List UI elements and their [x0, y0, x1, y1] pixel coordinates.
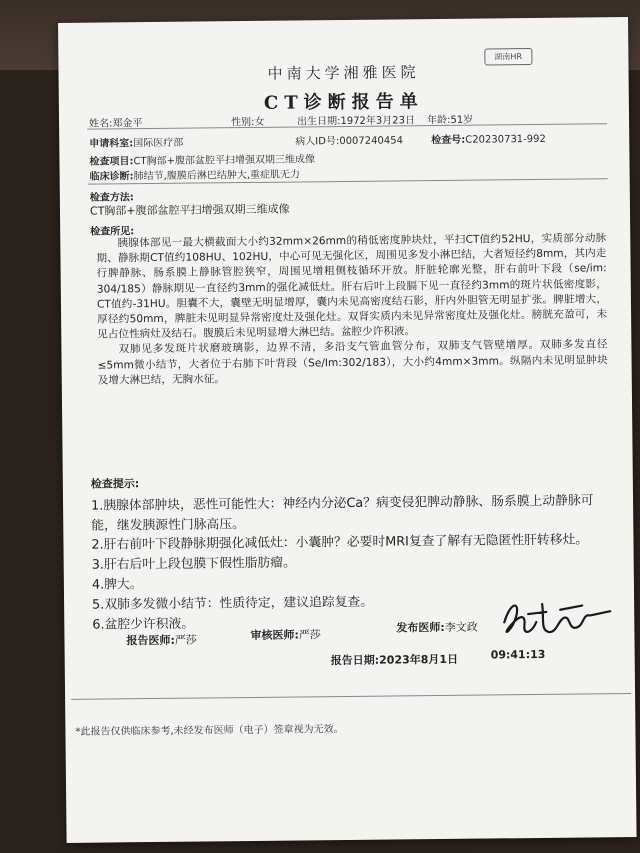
impression-label: 检查提示:: [90, 477, 140, 491]
request-dept-label: 申请科室:: [89, 138, 134, 150]
exam-number: [431, 130, 546, 146]
report-title: CT诊断报告单: [263, 91, 424, 114]
findings-paragraph: 胰腺体部见一最大横截面大小约32mm×26mm的稍低密度肿块灶，平扫CT值约52HU，实质部分动脉期、静脉期CT值约108HU、102HU，中心可见无强化区，周围见多发小淋巴结，大者短径约8mm，其内走行脾静脉、肠系膜上静脉管腔狭窄，周围见增粗侧枝循环开放。肝脏轮廓光整，肝右前叶下段（se/im: 304/185）静脉期见一直径约3mm的强化减低灶。肝右后叶上段膈下见一直径约3mm的斑片状低密度影，CT值约-31HU。胆囊不大，囊壁无明显增厚，囊内未见高密度结石影，肝内外胆管无明显扩张。脾脏增大，厚径约50mm，脾脏未见明显异常密度灶及强化灶。双肾实质内未见异常密度灶及强化灶。膀胱充盈可，未见占位性病灶及结石。腹膜后未见明显增大淋巴结。盆腔少许积液。: [96, 232, 608, 341]
reviewing-physician: [250, 626, 321, 643]
exam-item-label: 检查项目:: [89, 156, 134, 168]
patient-gender-label: 性别:: [231, 116, 255, 129]
patient-gender-value: 女: [254, 116, 265, 128]
patient-age-label: 年龄:: [427, 114, 451, 127]
reviewing-physician-name: 严莎: [298, 628, 321, 642]
reporting-physician-name: 严莎: [174, 633, 197, 647]
patient-id: [295, 131, 403, 147]
impression-item: 5.双肺多发微小结节：性质待定，建议追踪复查。: [92, 594, 374, 613]
clinical-diagnosis: [90, 165, 301, 182]
impression-item: 3.肝右后叶上段包膜下假性脂肪瘤。: [91, 555, 296, 573]
exam-number-value: C20230731-992: [465, 133, 546, 146]
report-date: [331, 651, 459, 668]
patient-id-value: 0007240454: [339, 135, 403, 148]
method-label: 检查方法:: [89, 192, 134, 204]
patient-dob-label: 出生日期:: [297, 116, 341, 128]
publishing-physician: [396, 619, 478, 636]
reporting-physician-label: 报告医师:: [126, 633, 175, 648]
findings-body: [96, 231, 608, 388]
handwritten-signature: [498, 591, 619, 644]
reporting-physician: [126, 632, 197, 649]
exam-item-value: CT胸部+腹部盆腔平扫增强双期三维成像: [133, 154, 316, 168]
hospital-name: 中南大学湘雅医院: [267, 63, 420, 83]
patient-id-label: 病人ID号:: [295, 136, 340, 148]
impression-item: 1.胰腺体部肿块，恶性可能性大：神经内分泌Ca？病变侵犯脾动静脉、肠系膜上动静脉可能，继发胰源性门脉高压。: [90, 493, 594, 534]
report-date-label: 报告日期:: [330, 653, 380, 668]
findings-paragraph: 双肺见多发斑片状磨玻璃影，边界不清，多沿支气管血管分布，双肺支气管壁增厚。双肺多发直径≤5mm微小结节，大者位于右肺下叶背段（Se/Im:302/183），大小约4mm×3mm。纵隔内未见明显肿块及增大淋巴结，无胸水征。: [97, 338, 608, 387]
request-dept-value: 国际医疗部: [133, 137, 184, 150]
hospital-stamp: 湖南HR: [484, 48, 532, 65]
impression-item: 6.盆腔少许积液。: [92, 616, 195, 633]
report-time: 09:41:13: [490, 647, 546, 662]
clinical-diagnosis-value: 肺结节,腹膜后淋巴结肿大,重症肌无力: [133, 169, 301, 183]
divider-line: [71, 693, 631, 700]
publishing-physician-label: 发布医师:: [396, 620, 445, 635]
report-date-value: 2023年8月1日: [379, 652, 459, 667]
patient-name-value: 郑金平: [112, 118, 143, 130]
reviewing-physician-label: 审核医师:: [250, 628, 299, 643]
report-sheet: [58, 17, 637, 843]
patient-name-label: 姓名:: [89, 118, 113, 130]
impression-item: 4.脾大。: [91, 577, 143, 593]
publishing-physician-name: 李文政: [444, 620, 478, 634]
request-dept: [89, 134, 183, 150]
patient-age-value: 51岁: [450, 114, 474, 126]
disclaimer-footnote: *此报告仅供临床参考,未经发布医师（电子）签章视为无效。: [75, 724, 344, 738]
patient-dob-value: 1972年3月23日: [340, 115, 416, 128]
method-text: CT胸部+腹部盆腔平扫增强双期三维成像: [89, 202, 290, 218]
impression-item: 2.肝右前叶下段静脉期强化减低灶：小囊肿？必要时MRI复查了解有无隐匿性肝转移灶。: [91, 532, 589, 554]
findings-label: 检查所见:: [90, 226, 135, 238]
exam-number-label: 检查号:: [431, 134, 466, 147]
clinical-diagnosis-label: 临床诊断:: [89, 171, 134, 183]
